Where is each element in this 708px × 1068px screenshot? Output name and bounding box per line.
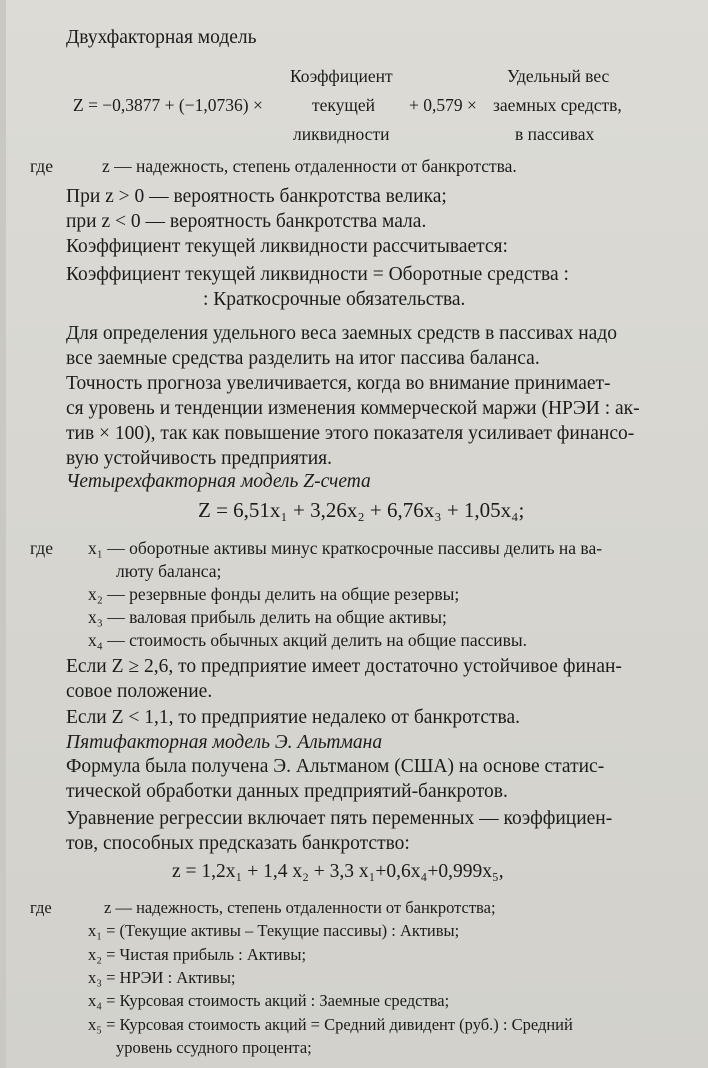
condition-near-bankruptcy: Если Z < 1,1, то предприятие недалеко от банкротства. [66,707,520,728]
formula-coef-label-2: текущей [312,95,376,115]
paragraph-origin-line-2: тической обработки данных предприятий-банкротов. [66,781,508,802]
x4-formula: x₄ = Курсовая стоимость акций : Заемные средства; [88,991,450,1010]
paragraph-regression-line-2: тов, способных предсказать банкротство: [66,833,410,854]
where-prefix-four: где [30,538,53,558]
paragraph-regression-line-1: Уравнение регрессии включает пять переменных — коэффициен- [66,808,613,829]
paragraph-weight-line-1: Для определения удельного веса заемных средств в пассивах надо [66,323,617,344]
x2-formula: x₂ = Чистая прибыль : Активы; [88,945,307,964]
condition-stable-line-2: совое положение. [66,681,213,702]
paragraph-weight-line-2: все заемные средства разделить на итог пассива баланса. [66,348,540,369]
paragraph-origin-line-1: Формула была получена Э. Альтманом (США) на основе статис- [66,756,605,777]
x1-definition-line-1: x₁ — оборотные активы минус краткосрочные пассивы делить на ва- [88,538,603,558]
condition-stable-line-1: Если Z ≥ 2,6, то предприятие имеет достаточно устойчивое финан- [66,656,622,677]
formula-weight-label-1: Удельный вес [507,66,610,86]
condition-z-negative: при z < 0 — вероятность банкротства мала. [66,211,427,232]
formula-weight-label-2: заемных средств, [493,95,622,115]
x1-definition-line-2: люту баланса; [116,561,222,581]
paragraph-accuracy-line-3: тив × 100), так как повышение этого показателя усиливает финансо- [66,423,635,444]
paragraph-accuracy-line-2: ся уровень и тенденции изменения коммерческой маржи (НРЭИ : ак- [66,398,640,419]
formula-weight-label-3: в пассивах [515,124,595,144]
liquidity-formula-line-2: : Краткосрочные обязательства. [203,289,466,310]
formula-four-factor: Z = 6,51x₁ + 3,26x₂ + 6,76x₃ + 1,05x₄; [198,498,525,522]
liquidity-intro: Коэффициент текущей ликвидности рассчитывается: [66,236,508,257]
section-title-two-factor: Двухфакторная модель [66,27,257,48]
paragraph-accuracy-line-1: Точность прогноза увеличивается, когда во внимание принимает- [66,373,611,394]
section-title-five-factor: Пятифакторная модель Э. Альтмана [66,732,383,753]
x1-formula: x₁ = (Текущие активы – Текущие пассивы) : Активы; [88,921,460,940]
formula-coef-label-1: Коэффициент [290,66,393,86]
section-title-four-factor: Четырехфакторная модель Z-счета [66,471,371,492]
x4-definition: x₄ — стоимость обычных акций делить на общие пассивы. [88,630,527,650]
x3-formula: x₃ = НРЭИ : Активы; [88,968,236,987]
where-prefix-five: где [30,898,52,917]
x3-definition: x₃ — валовая прибыль делить на общие активы; [88,607,447,627]
paragraph-accuracy-line-4: вую устойчивость предприятия. [66,448,332,469]
x5-formula-line-1: x₅ = Курсовая стоимость акций = Средний дивидент (руб.) : Средний [88,1015,573,1034]
formula-two-factor-mid: + 0,579 × [409,95,477,115]
x5-formula-line-2: уровень ссудного процента; [116,1038,312,1057]
condition-z-positive: При z > 0 — вероятность банкротства велика; [66,186,447,207]
formula-coef-label-3: ликвидности [293,124,390,144]
x2-definition: x₂ — резервные фонды делить на общие резервы; [88,584,460,604]
liquidity-formula-line-1: Коэффициент текущей ликвидности = Оборотные средства : [66,264,569,285]
z-definition-five: z — надежность, степень отдаленности от банкротства; [104,898,496,917]
formula-two-factor-lhs: Z = −0,3877 + (−1,0736) × [73,95,263,115]
formula-five-factor: z = 1,2x₁ + 1,4 x₂ + 3,3 x₁+0,6x₄+0,999x₅, [172,861,504,882]
where-prefix: где [30,156,53,176]
page-edge-shadow [0,0,6,1068]
z-definition: z — надежность, степень отдаленности от банкротства. [102,156,517,176]
